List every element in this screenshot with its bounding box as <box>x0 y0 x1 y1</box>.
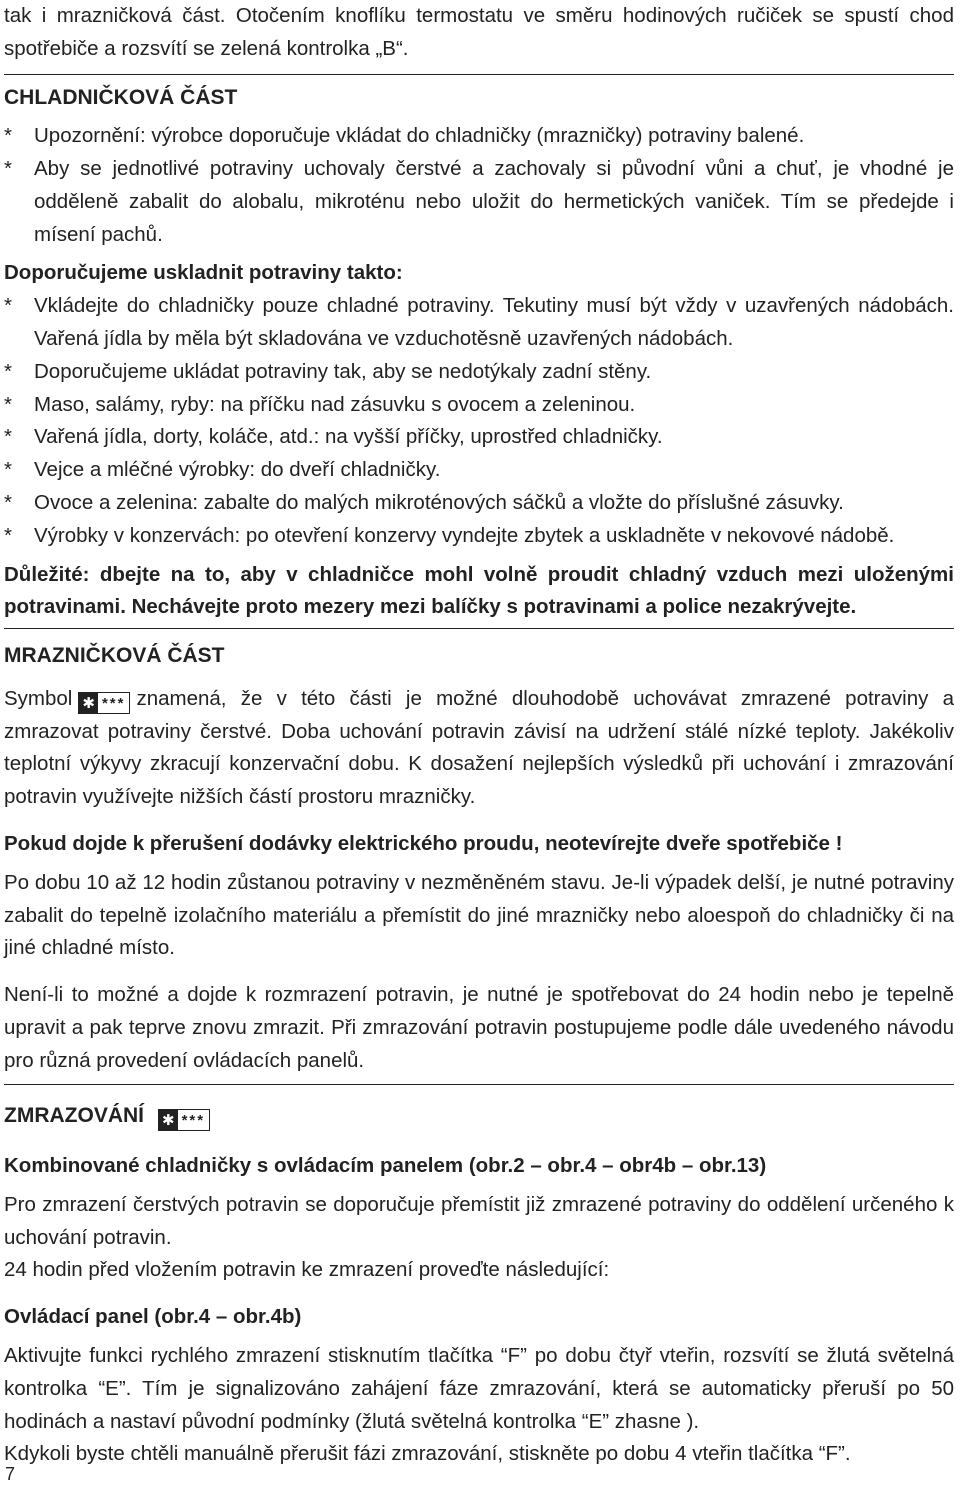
list-item: * Upozornění: výrobce doporučuje vkládat do chladničky (mrazničky) potraviny balené. <box>4 120 954 153</box>
important-note <box>4 559 954 625</box>
freezer-symbol-paragraph: Symbol ✱ *** znamená, že v této části je možné dlouhodobě uchovávat zmrazené potraviny a zmrazovat potraviny čerstvé. Doba uchování potravin závisí na udržení stálé nízké teploty. Jakékoliv teplotní výkyvy zkracují konzervační dobu. K dosažení nejlepších výsledků při uchování i zmrazování potravin využívejte nižších částí prostoru mrazničky. <box>4 686 954 809</box>
fridge-section-title: CHLADNIČKOVÁ ČÁST <box>4 85 238 109</box>
bullet-star: * <box>4 156 12 180</box>
section-divider <box>4 628 954 629</box>
control-panel-subheading: Ovládací panel (obr.4 – obr.4b) <box>4 1305 302 1329</box>
combined-fridge-subheading: Kombinované chladničky s ovládacím panelem (obr.2 – obr.4 – obr4b – obr.13) <box>4 1154 767 1178</box>
list-item: * Vejce a mléčné výrobky: do dveří chladničky. <box>4 454 954 487</box>
freezing-paragraph-1: Pro zmrazení čerstvých potravin se doporučuje přemístit již zmrazené potraviny do oddělení určeného k uchování potravin. <box>4 1192 954 1249</box>
bullet-star: * <box>4 490 12 514</box>
four-star-freezer-icon: ✱ *** <box>78 692 130 714</box>
storage-subheading: Doporučujeme uskladnit potraviny takto: <box>4 261 403 285</box>
important-label: Důležité: <box>4 562 90 586</box>
storage-bullet-list <box>4 290 954 552</box>
manual-page <box>4 0 954 1471</box>
intro-paragraph: tak i mrazničková část. Otočením knoflíku termostatu ve směru hodinových ručiček se spustí chod spotřebiče a rozsvítí se zelená kontrolka „B“. <box>4 4 954 60</box>
list-item: * Aby se jednotlivé potraviny uchovaly čerstvé a zachovaly si původní vůni a chuť, je vhodné je odděleně zabalit do alobalu, mikroténu nebo uložit do hermetických vaniček. Tím se předejde i mísení pachů. <box>4 153 954 251</box>
list-item: * Vkládejte do chladničky pouze chladné potraviny. Tekutiny musí být vždy v uzavřených nádobách. Vařená jídla by měla být skladována ve vzduchotěsně uzavřených nádobách. <box>4 290 954 356</box>
bullet-star: * <box>4 425 12 449</box>
fridge-bullet-list <box>4 120 954 251</box>
list-item: * Výrobky v konzervách: po otevření konzervy vyndejte zbytek a uskladněte v nekovové nádobě. <box>4 520 954 553</box>
section-divider <box>4 74 954 75</box>
page-number: 7 <box>5 1464 16 1484</box>
important-text: dbejte na to, aby v chladničce mohl volně proudit chladný vzduch mezi uloženými potravinami. Nechávejte proto mezery mezi balíčky s potravinami a police nezakrývejte. <box>4 562 954 619</box>
bullet-star: * <box>4 124 12 148</box>
freezing-paragraph-4: Kdykoli byste chtěli manuálně přerušit fázi zmrazování, stiskněte po dobu 4 vteřin tlačítka “F”. <box>4 1442 851 1466</box>
bullet-star: * <box>4 458 12 482</box>
section-divider <box>4 1084 954 1085</box>
freezer-section-title: MRAZNIČKOVÁ ČÁST <box>4 644 225 668</box>
list-item: * Ovoce a zelenina: zabalte do malých mikroténových sáčků a vložte do příslušné zásuvky. <box>4 487 954 520</box>
list-item: * Doporučujeme ukládat potraviny tak, aby se nedotýkaly zadní stěny. <box>4 356 954 389</box>
thaw-paragraph: Není-li to možné a dojde k rozmrazení potravin, je nutné je spotřebovat do 24 hodin nebo je tepelně upravit a pak teprve znovu zmrazit. Při zmrazování potravin postupujeme podle dále uvedeného návodu pro různá provedení ovládacích panelů. <box>4 983 954 1072</box>
freezing-paragraph-2: 24 hodin před vložením potravin ke zmrazení proveďte následující: <box>4 1258 610 1282</box>
bullet-star: * <box>4 523 12 547</box>
list-item: * Maso, salámy, ryby: na příčku nad zásuvku s ovocem a zeleninou. <box>4 389 954 422</box>
four-star-freezer-icon: ✱ *** <box>158 1109 210 1131</box>
freezing-paragraph-3: Aktivujte funkci rychlého zmrazení stisknutím tlačítka “F” po dobu čtyř vteřin, rozsvítí se žlutá světelná kontrolka “E”. Tím je signalizováno zahájení fáze zmrazování, která se automaticky přeruší po 50 hodinách a nastaví původní podmínky (žlutá světelná kontrolka “E” zhasne ). <box>4 1344 954 1433</box>
power-outage-warning: Pokud dojde k přerušení dodávky elektrického proudu, neotevírejte dveře spotřebiče ! <box>4 831 843 855</box>
freezing-section-title: ZMRAZOVÁNÍ ✱ *** <box>4 1099 954 1133</box>
outage-paragraph: Po dobu 10 až 12 hodin zůstanou potraviny v nezměněném stavu. Je-li výpadek delší, je nutné potraviny zabalit do tepelně izolačního materiálu a přemístit do jiné mrazničky nebo aloespoň do chladničky či na jiné chladné místo. <box>4 870 954 960</box>
list-item: * Vařená jídla, dorty, koláče, atd.: na vyšší příčky, uprostřed chladničky. <box>4 421 954 454</box>
bullet-star: * <box>4 392 12 416</box>
bullet-star: * <box>4 294 12 318</box>
bullet-star: * <box>4 359 12 383</box>
